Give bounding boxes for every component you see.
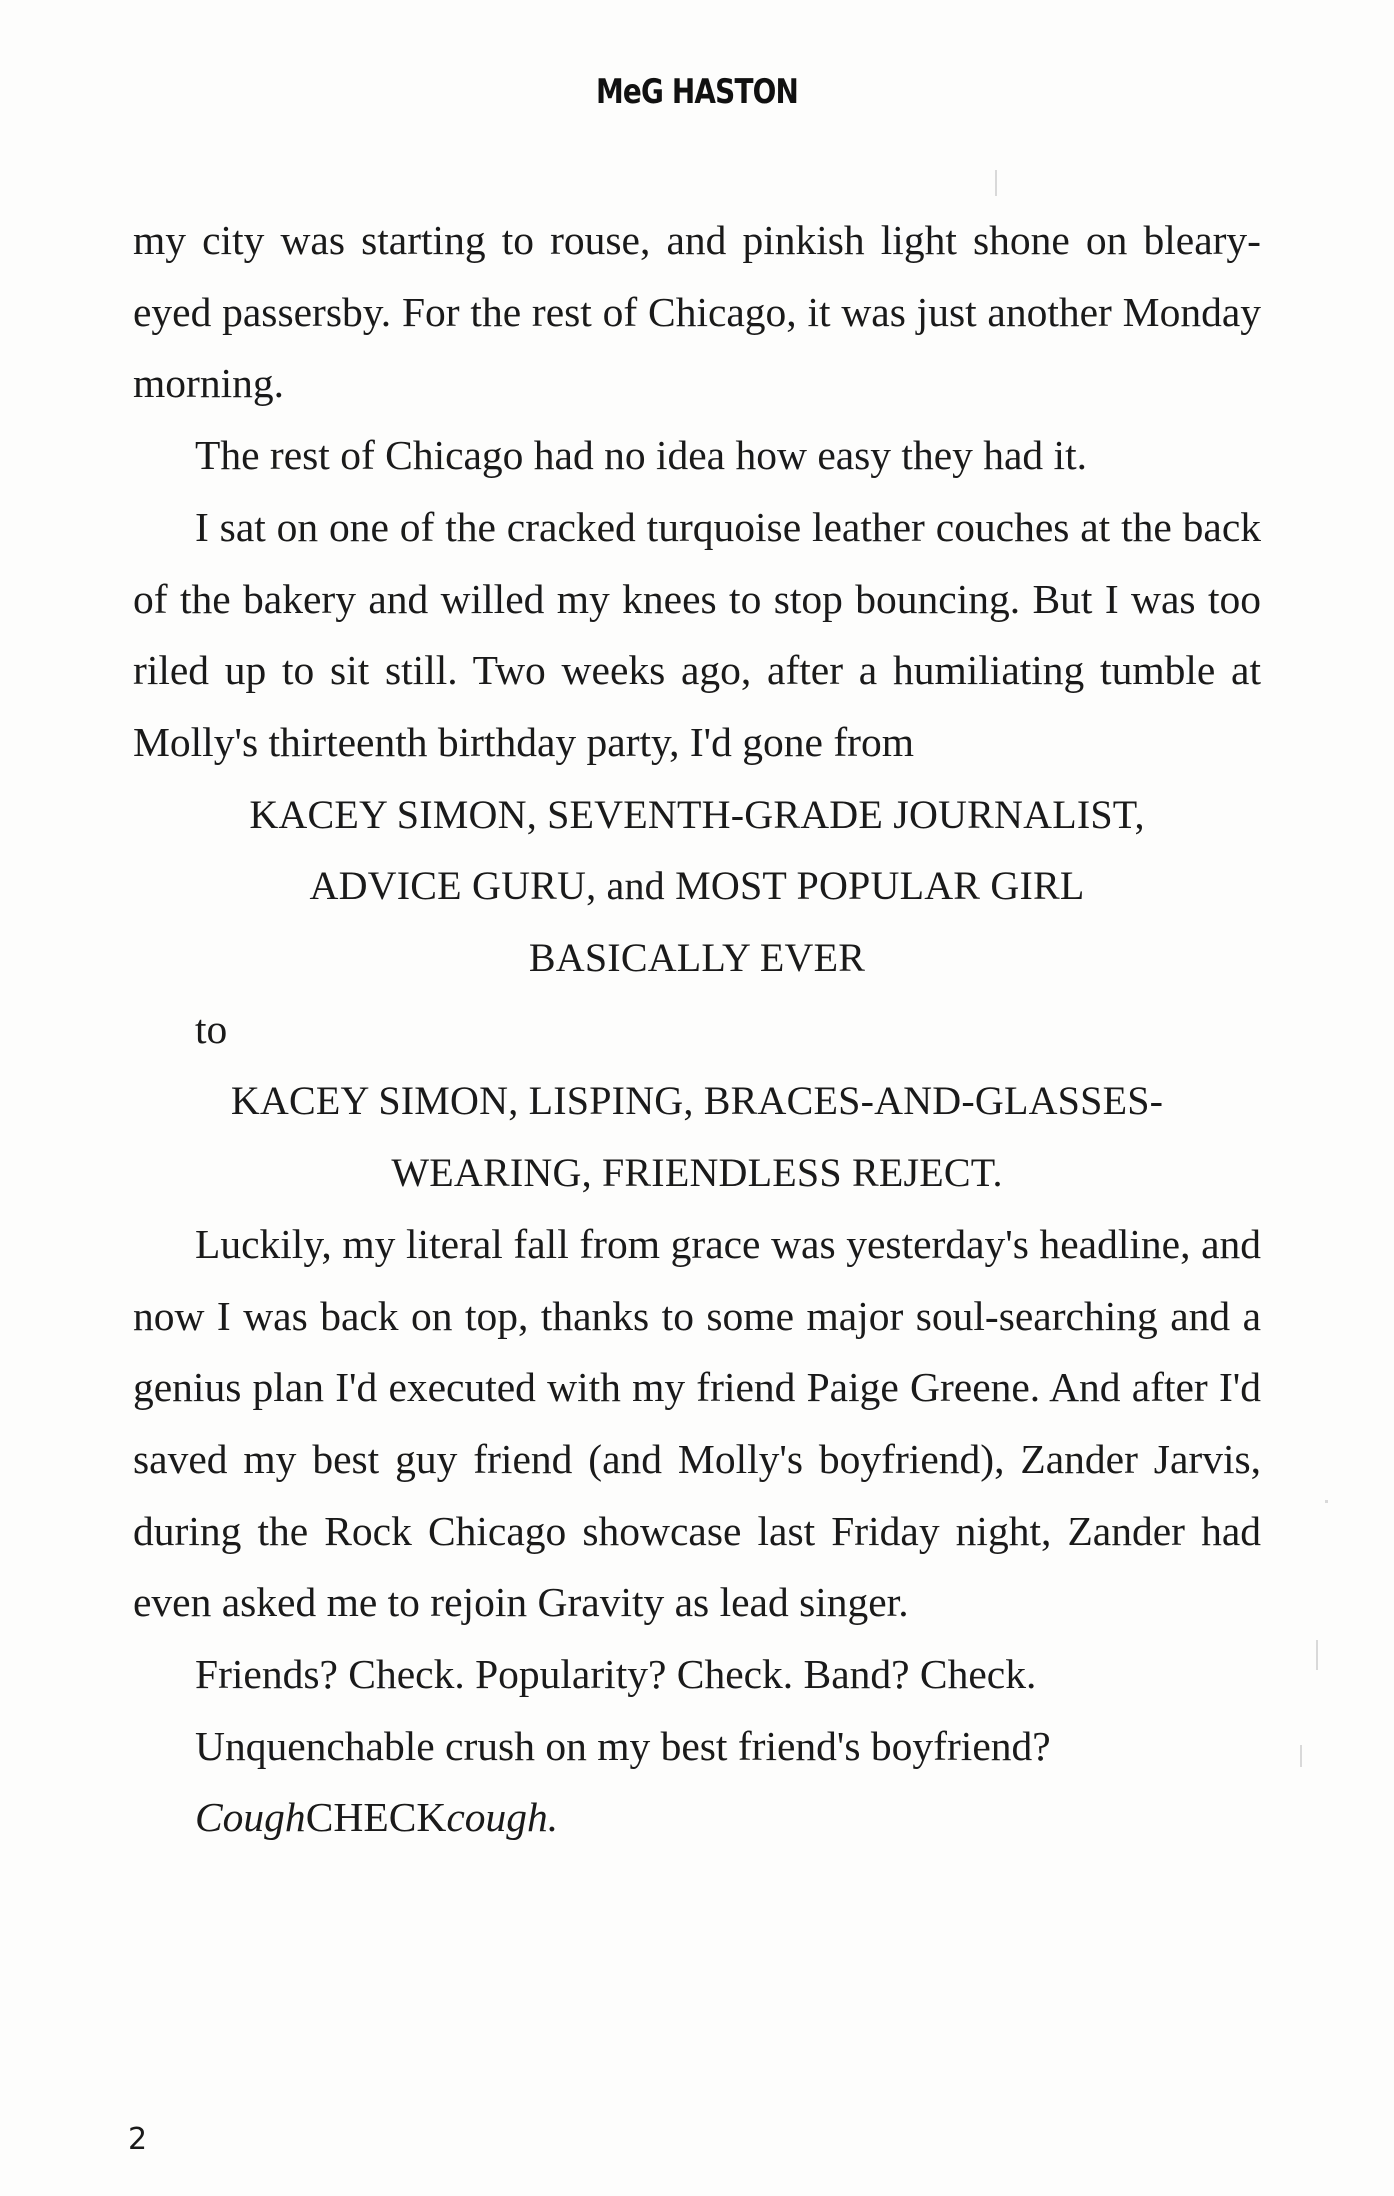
paragraph-7 [133, 1782, 1261, 1854]
scan-mark [1316, 1640, 1318, 1670]
caps-block-1-line-3: BASICALLY EVER [528, 935, 866, 981]
paragraph-5: Friends? Check. Popularity? Check. Band? Check. [195, 1651, 1037, 1698]
caps-block-1-line-1: KACEY SIMON, SEVENTH-GRADE JOURNALIST, [249, 791, 1145, 837]
paragraph-6: Unquenchable crush on my best friend's boyfriend? [195, 1722, 1051, 1769]
scan-mark [1300, 1745, 1302, 1767]
connector-to: to [195, 1005, 228, 1052]
page-number: 2 [128, 2122, 148, 2157]
running-head: MeG HASTON [595, 72, 799, 112]
paragraph-1: my city was starting to rouse, and pinkish light shone on bleary-eyed passersby. For the rest of Chicago, it was just another Monday morning. [133, 217, 1261, 407]
paragraph-2: The rest of Chicago had no idea how easy they had it. [195, 432, 1087, 479]
caps-block-2-line-2: WEARING, FRIENDLESS REJECT. [391, 1150, 1003, 1196]
caps-block-1-line-2: ADVICE GURU, and MOST POPULAR GIRL [309, 863, 1085, 909]
check-caps: CHECK [305, 1794, 447, 1841]
scan-mark [995, 170, 997, 196]
caps-block-2-line-1: KACEY SIMON, LISPING, BRACES-AND-GLASSES- [230, 1078, 1164, 1124]
scan-mark [1325, 1500, 1328, 1503]
cough-italic-1: Cough [195, 1794, 306, 1841]
body-text [133, 205, 1261, 1854]
cough-italic-2: cough. [446, 1794, 559, 1841]
paragraph-3: I sat on one of the cracked turquoise leather couches at the back of the bakery and willed my knees to stop bouncing. But I was too riled up to sit still. Two weeks ago, after a humiliating tumble at Molly's thirteenth birthday party, I'd gone from [133, 503, 1261, 765]
paragraph-4: Luckily, my literal fall from grace was yesterday's headline, and now I was back on top, thanks to some major soul-searching and a genius plan I'd executed with my friend Paige Greene. And after I'd saved my best guy friend (and Molly's boyfriend), Zander Jarvis, during the Rock Chicago showcase last Friday night, Zander had even asked me to rejoin Gravity as lead singer. [133, 1220, 1261, 1626]
